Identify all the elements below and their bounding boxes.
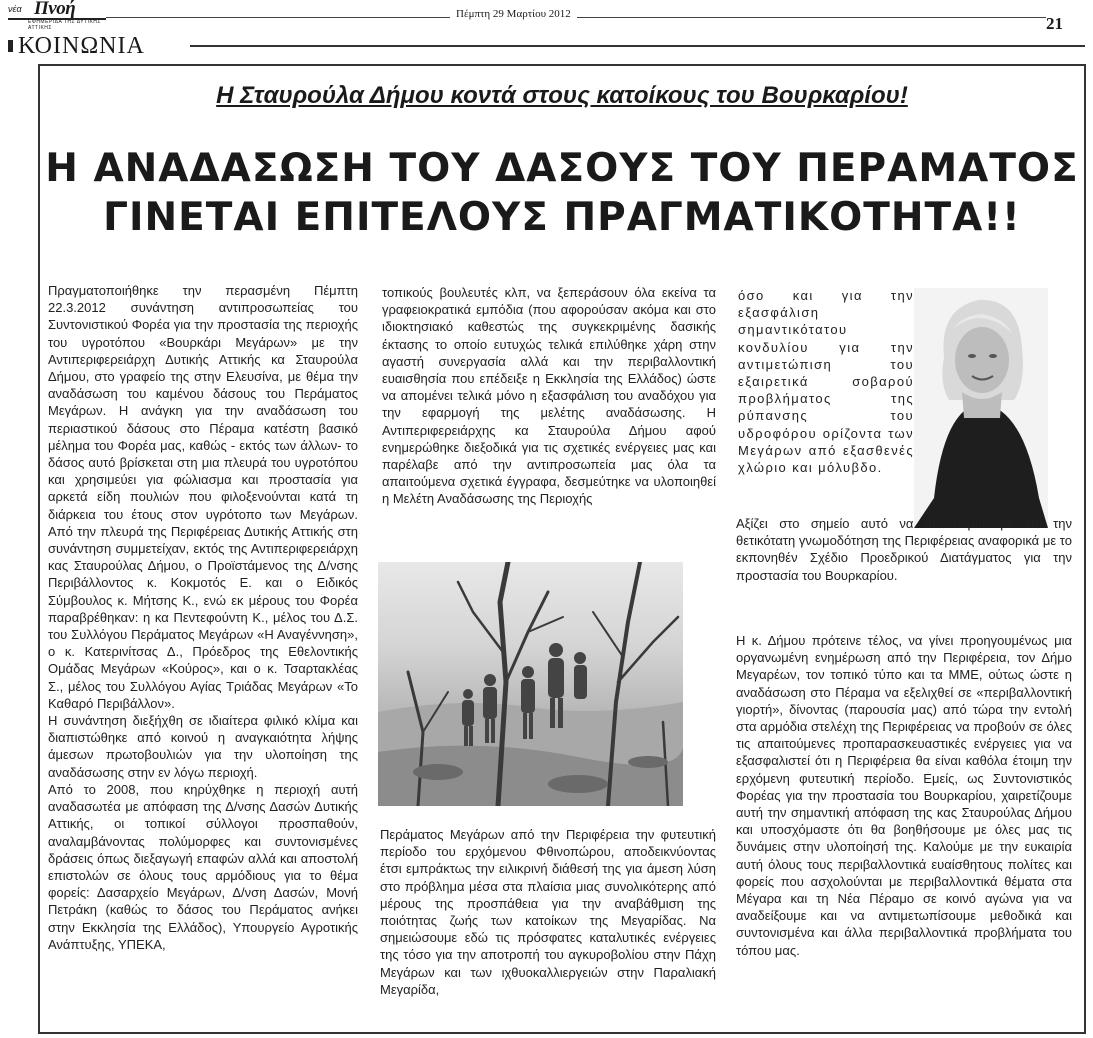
logo-prefix: νέα — [8, 4, 22, 14]
article-column-3-bottom — [736, 632, 1072, 1024]
issue-date: Πέμπτη 29 Μαρτίου 2012 — [450, 8, 577, 20]
body-paragraph: Αξίζει στο σημείο αυτό να υπενθυμίσουμε και την θετικότατη γνωμοδότηση της Περιφέρειας αναφορικά με το εκπονηθέν Σχέδιο Προεδρικού Διατάγματος για την προστασία του Βουρκαρίου. — [736, 516, 1072, 583]
article-column-2-bottom — [380, 826, 716, 1026]
article-column-3-transition — [736, 515, 1072, 625]
logo-name: Πνοή — [34, 0, 76, 19]
section-rule — [190, 45, 1085, 47]
headline-line-2: ΓΙΝΕΤΑΙ ΕΠΙΤΕΛΟΥΣ ΠΡΑΓΜΑΤΙΚΟΤΗΤΑ!! — [103, 195, 1021, 240]
body-paragraph: Από το 2008, που κηρύχθηκε η περιοχή αυτή αναδασωτέα με απόφαση της Δ/νσης Δασών Δυτικής Αττικής, οι τοπικοί σύλλογοι προσπαθούν, αναλαμβάνοντας πολύμορφες και συντονισμένες δράσεις όπως διεξαγωγή επαφών αλλά και αποστολή επιστολών σε όλους τους αρμόδιους για το θέμα φορείς: Δασαρχείο Μεγάρων, Δ/νση Δασών, Μονή Πετράκη (καθώς το δάσος του Περάματος ανήκει στην Εκκλησία της Ελλάδος), Υπουργείο Αγροτικής Ανάπτυξης, ΥΠΕΚΑ, — [48, 781, 358, 952]
page-number: 21 — [1046, 14, 1063, 33]
body-paragraph: Η κ. Δήμου πρότεινε τέλος, να γίνει προηγουμένως μια οργανωμένη ενημέρωση από την Περιφέρεια, τον Δήμο Μεγαρέων, τον τοπικό τύπο και τα ΜΜΕ, ούτως ώστε η αναδάσωση στο Πέραμα να εξελιχθεί σε «περιβαλλοντική γιορτή», δίνοντας (παρουσία μας) από τώρα την εντολή στα αρμόδια στελέχη της Περιφέρειας να προβούν σε όλες τις απαιτούμενες προπαρασκευαστικές ενέργειες για να εξασφαλιστεί ότι η Περιφέρεια θα είναι καθόλα έτοιμη την ερχόμενη φυτευτική περίοδο. Εμείς, ως Συντονιστικός Φορέας για την προστασία του Βουρκαρίου, χαιρετίζουμε αυτή την σημαντική απόφαση της κας Σταυρούλας Δήμου και υποσχόμαστε ότι θα βοηθήσουμε με όλες μας τις δυνάμεις στην υλοποίησή της. Καλούμε με την ευκαιρία αυτή όλους τους περιβαλλοντικά ευαίσθητους πολίτες και φορείς που ασχολούνται με περιβαλλοντικά θέματα στα Μέγαρα και τη Νέα Πέραμο σε κοινό αγώνα για να αναδείξουμε και να αντιμετωπίσουμε μεθοδικά και συντονισμένα και άλλα περιβαλλοντικά προβλήματα του τόπου μας. — [736, 633, 1072, 958]
body-paragraph: όσο και για την εξασφάλιση σημαντικότατου κονδυλίου για την αντιμετώπιση του εξαιρετικά σοβαρού προβλήματος της ρύπανσης του υδροφόρου ορίζοντα των Μεγάρων από εξασθενές χλώριο και μόλυβδο. — [738, 288, 914, 476]
article-column-3-narrow — [738, 287, 914, 515]
article-kicker: Η Σταυρούλα Δήμου κοντά στους κατοίκους του Βουρκαρίου! — [216, 82, 908, 109]
section-title: ΚΟΙΝΩΝΙΑ — [18, 33, 149, 60]
masthead — [0, 0, 1093, 62]
body-paragraph: Η συνάντηση διεξήχθη σε ιδιαίτερα φιλικό κλίμα και διαπιστώθηκε από κοινού η αναγκαιότητα λήψης άμεσων πρωτοβουλιών για την υλοποίηση της αναδάσωσης στην εν λόγω περιοχή. — [48, 713, 358, 780]
forest-volunteers-photo — [378, 562, 683, 806]
body-paragraph: Πραγματοποιήθηκε την περασμένη Πέμπτη 22.3.2012 συνάντηση αντιπροσωπείας του Συντονιστικού Φορέα για την προστασία της περιοχής του υγροτόπου «Βουρκάρι Μεγάρων» με την Αντιπεριφερειάρχη Δυτικής Αττικής κα Σταυρούλα Δήμου, στο γραφείο της στην Ελευσίνα, με θέμα την αναδάσωση του καμένου δάσους του Περάματος Μεγάρων. Η ανάγκη για την αναδάσωση του περιαστικού δάσους στο Πέραμα κατέστη βασικό μέλημα του Φορέα μας, καθώς - εκτός των άλλων- το δάσος αυτό βρίσκεται στη μια πλευρά του υγροτόπου και χρησιμεύει για φώλιασμα και προστασία για αρκετά είδη πουλιών που φιλοξενούνται κατά τη διάρκεια του έτους στον υγρότοπο των Μεγάρων. Από την πλευρά της Περιφέρειας Δυτικής Αττικής στη συνάντηση συμμετείχαν, εκτός της Αντιπεριφερειάρχη κας Σταυρούλας Δήμου, ο Προϊστάμενος της Δ/νσης Περιβάλλοντος κ. Κοκμοτός Ε. και ο Ειδικός Σύμβουλος κ. Μήτσης Κ., ενώ εκ μέρους του Φορέα παραβρέθηκαν: η κα Πεντεφούντη Κ., μέλος του Δ.Σ. του Συλλόγου Περάματος Μεγάρων «Η Αναγέννηση», ο κ. Κατερινίτσας Δ., Πρόεδρος της Εθελοντικής Ομάδας Μεγάρων «Κούρος», και ο κ. Τσαρτακλέας Σ., μέλος του Συλλόγου Αγίας Τριάδας Μεγάρων «Το Καθαρό Περιβάλλον». — [48, 283, 358, 711]
section-marker-icon — [8, 40, 13, 52]
article-headline — [38, 144, 1086, 242]
body-paragraph: Περάματος Μεγάρων από την Περιφέρεια την φυτευτική περίοδο του ερχόμενου Φθινοπώρου, αποδεικνύοντας έτσι εμπράκτως την ειλικρινή διάθεσή της για άμεση λύση στο πρόβλημα μέσα στα πλαίσια μιας συνολικότερης από μέρους της προσπάθεια για την αναβάθμιση της ποιότητας ζωής των κατοίκων της Μεγαρίδας. Να σημειώσουμε εδώ τις πρόσφατες καταλυτικές ενέργειες της τόσο για την αποτροπή του αγκυροβολίου στην Πάχη Μεγάρων και των ιχθυοκαλλιεργειών στην Παραλιακή Μεγαρίδα, — [380, 827, 716, 997]
stavroula-dimou-portrait — [914, 288, 1048, 528]
article-column-2-top — [382, 284, 716, 542]
body-paragraph: τοπικούς βουλευτές κλπ, να ξεπεράσουν όλα εκείνα τα γραφειοκρατικά εμπόδια (που αφορούσαν ακόμα και στο ιδιοκτησιακό καθεστώς της συγκεκριμένης δασικής έκτασης το οποίο ευτυχώς τελικά επιλύθηκε χάρη στην αγαστή συνεργασία αλλά και την περιβαλλοντική ευαισθησία που επέδειξε η Εκκλησία της Ελλάδος) ώστε να απομένει τελικά μόνο η εξασφάλιση του αναδόχου για την εφαρμογή της μελέτης αναδάσωσης. Η Αντιπεριφερειάρχης κα Σταυρούλα Δήμου αφού ενημερώθηκε διεξοδικά για τις σχετικές ενέργειες μας και παρέλαβε από την αντιπροσωπεία μας όλα τα απαιτούμενα σχετικά έγγραφα, δεσμεύτηκε να υλοποιηθεί η Μελέτη Αναδάσωσης της Περιοχής — [382, 285, 716, 507]
logo-tagline: ΕΦΗΜΕΡΙΔΑ ΤΗΣ ΔΥΤΙΚΗΣ ΑΤΤΙΚΗΣ — [28, 19, 102, 31]
headline-line-1: Η ΑΝΑΔΑΣΩΣΗ ΤΟΥ ΔΑΣΟΥΣ ΤΟΥ ΠΕΡΑΜΑΤΟΣ — [45, 146, 1079, 191]
newspaper-logo — [8, 0, 106, 31]
article-column-1 — [48, 282, 358, 1024]
